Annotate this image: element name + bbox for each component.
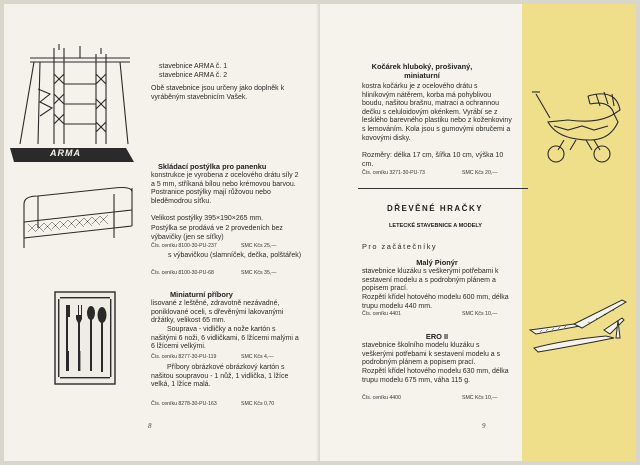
cutlery-body: lisované z leštěné, zdravotně nezávadné, poniklované oceli, s dřevěnými lakovanými držátky, velikost 65 mm.: [151, 300, 284, 325]
section-subtitle: LETECKÉ STAVEBNICE A MODELY: [388, 223, 483, 229]
arma-logo: ARMA: [50, 148, 81, 158]
section-divider: [358, 188, 528, 189]
cutlery-picture-set: Příbory obrázkové obrázkový kartón s našitou soupravou - 1 nůž, 1 vidlička, 1 lžíce velká, 1 lžíce malá.: [151, 364, 289, 389]
bed-price1-code: Čís. ceníku 8100-30-PU-237: [151, 243, 217, 249]
cutlery-set: Souprava - vidličky a nože kartón s našitými 6 noži, 6 vidličkami, 6 lžícemi malými a 6 lžícemi velkými.: [151, 326, 299, 351]
glider2-specs: Rozpětí křídel hotového modelu 630 mm, délka trupu modelu 675 mm, váha 115 g.: [362, 368, 509, 384]
cutlery-card-illustration: [54, 291, 116, 385]
bed-size: Velikost postýlky 395×190×265 mm.: [151, 215, 264, 222]
pram-price-code: Čís. ceníku 3271-30-PU-73: [362, 170, 425, 176]
right-page: [320, 4, 636, 461]
doll-bed-illustration: [14, 182, 142, 254]
cutlery-title: Miniaturní příbory: [170, 290, 233, 299]
cutlery-price1-value: SMC Kčs 4,—: [241, 354, 274, 360]
catalog-spread: [4, 4, 636, 461]
page-number-right: 9: [482, 422, 486, 430]
glider1-price-code: Čís. ceníku 4401: [362, 311, 401, 317]
cutlery-price2-code: Čís. ceníku 8278-30-PU-163: [151, 401, 217, 407]
pram-dimensions: Rozměry: délka 17 cm, šířka 10 cm, výška 10 cm.: [362, 152, 504, 168]
glider1-body: stavebnice kluzáku s veškerými potřebami k sestavení modelu a s podrobným plánem a popisem prací.: [362, 268, 499, 293]
glider1-specs: Rozpětí křídel hotového modelu 600 mm, délka trupu modelu 440 mm.: [362, 294, 509, 310]
left-page: [4, 4, 320, 461]
section-title: DŘEVĚNÉ HRAČKY: [386, 204, 484, 213]
bed-note: Postýlka se prodává ve 2 provedeních bez výbavičky (jen se síťky): [151, 225, 283, 241]
pram-price-value: SMC Kčs 20,—: [462, 170, 498, 176]
arma-line2: stavebnice ARMA č. 2: [159, 72, 228, 79]
arma-description: Obě stavebnice jsou určeny jako doplněk k vyráběným stavebnicím Vašek.: [151, 85, 285, 101]
bed-body: konstrukce je vyrobena z ocelového drátu síly 2 a 5 mm, stříkaná bílou nebo krémovou barvou. Postranice postýlky mají růžovou nebo bleděmodrou síťku.: [151, 172, 299, 205]
glider2-price-value: SMC Kčs 10,—: [462, 395, 498, 401]
bed-price1-value: SMC Kčs 25,—: [241, 243, 277, 249]
pram-title: Kočárek hluboký, prošivaný, miniaturní: [371, 62, 473, 80]
glider-model-illustration: [524, 290, 632, 362]
glider1-title: Malý Pionýr: [416, 258, 458, 267]
glider2-price-code: Čís. ceníku 4400: [362, 395, 401, 401]
cutlery-price1-code: Čís. ceníku 8277-30-PU-119: [151, 354, 217, 360]
bed-variant: s výbavičkou (slamníček, dečka, polštářek): [168, 252, 302, 259]
bed-title: Skládací postýlka pro panenku: [158, 162, 267, 171]
yellow-side-band: [522, 4, 636, 461]
bed-price2-value: SMC Kčs 35,—: [241, 270, 277, 276]
category-heading: Pro začátečníky: [362, 242, 438, 251]
arma-line1: stavebnice ARMA č. 1: [159, 63, 228, 70]
glider1-price-value: SMC Kčs 10,—: [462, 311, 498, 317]
cutlery-price2-value: SMC Kčs 0,70: [241, 401, 275, 407]
glider2-body: stavebnice školního modelu kluzáku s veškerými potřebami k sestavení modelu a s podrobným plánem a popisem prací.: [362, 342, 501, 367]
bed-price2-code: Čís. ceníku 8100-30-PU-68: [151, 270, 214, 276]
pram-illustration: [528, 84, 626, 166]
arma-crane-illustration: [10, 44, 138, 164]
pram-body: kostra kočárku je z ocelového drátu s hliníkovým nátěrem, korba má pohyblivou boudu, našitou brašnu, matraci a ochrannou dečku s celuloidovým okénkem. Vyrábí se z lesklého barevného plastiku nebo z koženkoviny s lemováním. Kola jsou s gumovými obručemi a kovovými disky.: [362, 83, 512, 142]
glider2-title: ERO II: [425, 332, 449, 341]
page-number-left: 8: [148, 422, 152, 430]
